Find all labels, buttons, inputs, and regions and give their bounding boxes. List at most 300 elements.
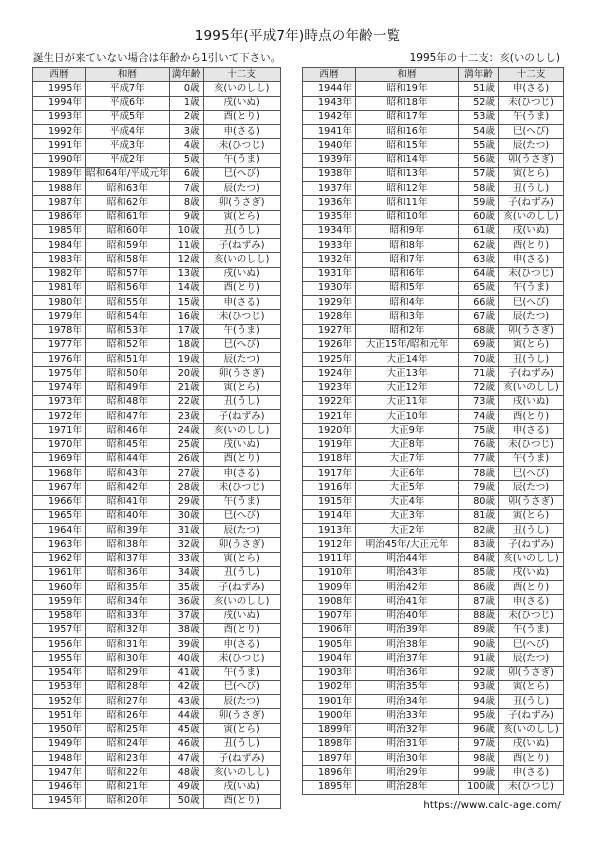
cell-wareki: 大正10年 (356, 410, 459, 424)
table-row (303, 609, 564, 623)
cell-wareki: 昭和26年 (86, 709, 170, 723)
cell-age: 13歳 (169, 267, 203, 281)
table-row (33, 495, 281, 509)
cell-age: 33歳 (169, 552, 203, 566)
cell-wareki: 昭和33年 (86, 609, 170, 623)
cell-wareki: 昭和48年 (86, 395, 170, 409)
table-row (33, 210, 281, 224)
cell-seireki: 1954年 (33, 666, 86, 680)
birthday-note: 誕生日が来ていない場合は年齢から1引いて下さい。 (33, 52, 282, 64)
cell-wareki: 昭和11年 (356, 196, 459, 210)
cell-seireki: 1910年 (303, 566, 356, 580)
cell-seireki: 1961年 (33, 566, 86, 580)
cell-wareki: 明治40年 (356, 609, 459, 623)
cell-age: 87歳 (459, 595, 499, 609)
cell-eto: 子(ねずみ) (203, 410, 280, 424)
cell-age: 7歳 (169, 182, 203, 196)
cell-age: 78歳 (459, 467, 499, 481)
cell-eto: 子(ねずみ) (499, 196, 564, 210)
cell-wareki: 大正14年 (356, 353, 459, 367)
cell-seireki: 1905年 (303, 638, 356, 652)
cell-eto: 卯(うさぎ) (203, 538, 280, 552)
cell-age: 26歳 (169, 452, 203, 466)
cell-age: 29歳 (169, 495, 203, 509)
cell-eto: 巳(へび) (499, 296, 564, 310)
cell-age: 31歳 (169, 524, 203, 538)
header-eto: 十二支 (203, 68, 280, 82)
cell-eto: 戌(いぬ) (203, 609, 280, 623)
cell-wareki: 昭和64年/平成元年 (86, 167, 170, 181)
cell-age: 41歳 (169, 666, 203, 680)
cell-seireki: 1989年 (33, 167, 86, 181)
table-row (303, 338, 564, 352)
table-row (33, 723, 281, 737)
cell-wareki: 大正5年 (356, 481, 459, 495)
cell-age: 18歳 (169, 338, 203, 352)
table-row (33, 110, 281, 124)
cell-seireki: 1951年 (33, 709, 86, 723)
table-row (303, 82, 564, 96)
cell-age: 10歳 (169, 224, 203, 238)
cell-eto: 亥(いのしし) (499, 723, 564, 737)
table-row (33, 338, 281, 352)
cell-age: 73歳 (459, 395, 499, 409)
table-row (33, 581, 281, 595)
table-row (303, 595, 564, 609)
cell-seireki: 1949年 (33, 737, 86, 751)
cell-age: 52歳 (459, 96, 499, 110)
cell-eto: 辰(たつ) (203, 524, 280, 538)
cell-seireki: 1966年 (33, 495, 86, 509)
cell-wareki: 昭和24年 (86, 737, 170, 751)
header-seireki: 西暦 (303, 68, 356, 82)
cell-eto: 亥(いのしし) (499, 381, 564, 395)
table-row (33, 381, 281, 395)
cell-eto: 丑(うし) (203, 737, 280, 751)
cell-age: 77歳 (459, 452, 499, 466)
cell-wareki: 昭和60年 (86, 224, 170, 238)
cell-seireki: 1898年 (303, 737, 356, 751)
table-row (33, 780, 281, 794)
cell-age: 76歳 (459, 438, 499, 452)
cell-eto: 辰(たつ) (203, 353, 280, 367)
cell-eto: 申(さる) (499, 424, 564, 438)
cell-seireki: 1976年 (33, 353, 86, 367)
table-row (303, 652, 564, 666)
table-row (33, 167, 281, 181)
cell-wareki: 昭和45年 (86, 438, 170, 452)
cell-seireki: 1986年 (33, 210, 86, 224)
cell-eto: 未(ひつじ) (203, 310, 280, 324)
cell-age: 83歳 (459, 538, 499, 552)
cell-eto: 丑(うし) (499, 524, 564, 538)
cell-age: 49歳 (169, 780, 203, 794)
cell-wareki: 昭和8年 (356, 239, 459, 253)
cell-age: 51歳 (459, 82, 499, 96)
cell-age: 88歳 (459, 609, 499, 623)
cell-wareki: 昭和52年 (86, 338, 170, 352)
cell-seireki: 1924年 (303, 367, 356, 381)
cell-seireki: 1959年 (33, 595, 86, 609)
cell-age: 55歳 (459, 139, 499, 153)
table-row (303, 310, 564, 324)
cell-eto: 丑(うし) (499, 353, 564, 367)
cell-eto: 酉(とり) (499, 410, 564, 424)
cell-seireki: 1953年 (33, 680, 86, 694)
cell-wareki: 昭和46年 (86, 424, 170, 438)
cell-eto: 戌(いぬ) (499, 395, 564, 409)
cell-seireki: 1955年 (33, 652, 86, 666)
table-row (303, 723, 564, 737)
cell-wareki: 昭和14年 (356, 153, 459, 167)
site-url[interactable]: https://www.calc-age.com/ (423, 800, 561, 811)
cell-seireki: 1919年 (303, 438, 356, 452)
age-table-left (32, 67, 281, 809)
header-wareki: 和暦 (356, 68, 459, 82)
cell-age: 37歳 (169, 609, 203, 623)
cell-wareki: 昭和34年 (86, 595, 170, 609)
cell-eto: 子(ねずみ) (203, 239, 280, 253)
cell-wareki: 明治39年 (356, 623, 459, 637)
table-row (33, 623, 281, 637)
cell-age: 92歳 (459, 666, 499, 680)
cell-wareki: 昭和62年 (86, 196, 170, 210)
cell-eto: 酉(とり) (499, 239, 564, 253)
cell-age: 3歳 (169, 125, 203, 139)
cell-age: 68歳 (459, 324, 499, 338)
table-row (33, 481, 281, 495)
cell-seireki: 1929年 (303, 296, 356, 310)
cell-wareki: 昭和18年 (356, 96, 459, 110)
cell-eto: 未(ひつじ) (203, 139, 280, 153)
cell-wareki: 大正3年 (356, 509, 459, 523)
table-row (33, 638, 281, 652)
cell-seireki: 1945年 (33, 794, 86, 808)
cell-age: 57歳 (459, 167, 499, 181)
cell-seireki: 1993年 (33, 110, 86, 124)
cell-seireki: 1968年 (33, 467, 86, 481)
cell-wareki: 平成5年 (86, 110, 170, 124)
cell-age: 94歳 (459, 695, 499, 709)
cell-seireki: 1957年 (33, 623, 86, 637)
table-row (303, 566, 564, 580)
cell-seireki: 1975年 (33, 367, 86, 381)
cell-wareki: 昭和55年 (86, 296, 170, 310)
cell-age: 71歳 (459, 367, 499, 381)
cell-age: 97歳 (459, 737, 499, 751)
cell-seireki: 1952年 (33, 695, 86, 709)
cell-wareki: 大正2年 (356, 524, 459, 538)
cell-age: 82歳 (459, 524, 499, 538)
cell-eto: 午(うま) (203, 324, 280, 338)
cell-eto: 戌(いぬ) (203, 96, 280, 110)
cell-age: 19歳 (169, 353, 203, 367)
cell-eto: 丑(うし) (203, 566, 280, 580)
table-row (303, 253, 564, 267)
cell-age: 66歳 (459, 296, 499, 310)
cell-age: 44歳 (169, 709, 203, 723)
cell-eto: 卯(うさぎ) (499, 495, 564, 509)
cell-eto: 未(ひつじ) (499, 96, 564, 110)
cell-eto: 申(さる) (499, 595, 564, 609)
cell-eto: 申(さる) (203, 125, 280, 139)
table-row (33, 552, 281, 566)
cell-seireki: 1940年 (303, 139, 356, 153)
cell-age: 42歳 (169, 680, 203, 694)
cell-seireki: 1987年 (33, 196, 86, 210)
cell-age: 85歳 (459, 566, 499, 580)
table-row (303, 509, 564, 523)
table-row (33, 296, 281, 310)
table-row (33, 652, 281, 666)
cell-wareki: 昭和40年 (86, 509, 170, 523)
cell-seireki: 1913年 (303, 524, 356, 538)
cell-wareki: 昭和20年 (86, 794, 170, 808)
table-row (303, 139, 564, 153)
cell-eto: 戌(いぬ) (203, 267, 280, 281)
cell-age: 46歳 (169, 737, 203, 751)
table-row (303, 680, 564, 694)
cell-age: 61歳 (459, 224, 499, 238)
table-row (33, 794, 281, 808)
cell-wareki: 昭和44年 (86, 452, 170, 466)
cell-wareki: 昭和59年 (86, 239, 170, 253)
cell-eto: 酉(とり) (203, 623, 280, 637)
cell-age: 34歳 (169, 566, 203, 580)
cell-eto: 午(うま) (203, 153, 280, 167)
cell-age: 54歳 (459, 125, 499, 139)
age-table-right-body (303, 82, 564, 795)
cell-seireki: 1901年 (303, 695, 356, 709)
cell-eto: 午(うま) (499, 623, 564, 637)
cell-age: 90歳 (459, 638, 499, 652)
cell-age: 64歳 (459, 267, 499, 281)
cell-wareki: 昭和61年 (86, 210, 170, 224)
cell-wareki: 明治41年 (356, 595, 459, 609)
table-header-row (33, 68, 281, 82)
table-row (33, 82, 281, 96)
cell-eto: 戌(いぬ) (203, 438, 280, 452)
cell-eto: 辰(たつ) (499, 481, 564, 495)
cell-eto: 寅(とら) (499, 509, 564, 523)
table-row (303, 153, 564, 167)
cell-eto: 丑(うし) (203, 395, 280, 409)
cell-age: 99歳 (459, 766, 499, 780)
cell-seireki: 1965年 (33, 509, 86, 523)
cell-age: 4歳 (169, 139, 203, 153)
cell-age: 6歳 (169, 167, 203, 181)
cell-wareki: 大正4年 (356, 495, 459, 509)
cell-seireki: 1904年 (303, 652, 356, 666)
cell-wareki: 明治32年 (356, 723, 459, 737)
table-row (303, 581, 564, 595)
cell-seireki: 1934年 (303, 224, 356, 238)
cell-eto: 辰(たつ) (203, 695, 280, 709)
cell-eto: 戌(いぬ) (499, 224, 564, 238)
cell-wareki: 昭和16年 (356, 125, 459, 139)
cell-seireki: 1981年 (33, 281, 86, 295)
cell-age: 89歳 (459, 623, 499, 637)
table-row (33, 438, 281, 452)
cell-eto: 申(さる) (203, 467, 280, 481)
cell-wareki: 昭和47年 (86, 410, 170, 424)
table-row (33, 509, 281, 523)
cell-eto: 未(ひつじ) (499, 609, 564, 623)
table-row (33, 310, 281, 324)
cell-wareki: 昭和5年 (356, 281, 459, 295)
cell-wareki: 明治28年 (356, 780, 459, 794)
cell-eto: 巳(へび) (203, 509, 280, 523)
cell-seireki: 1902年 (303, 680, 356, 694)
cell-eto: 子(ねずみ) (203, 581, 280, 595)
cell-wareki: 明治33年 (356, 709, 459, 723)
cell-wareki: 昭和57年 (86, 267, 170, 281)
cell-eto: 未(ひつじ) (203, 481, 280, 495)
cell-wareki: 平成6年 (86, 96, 170, 110)
cell-wareki: 大正12年 (356, 381, 459, 395)
cell-eto: 未(ひつじ) (203, 652, 280, 666)
cell-age: 38歳 (169, 623, 203, 637)
cell-seireki: 1990年 (33, 153, 86, 167)
cell-wareki: 明治36年 (356, 666, 459, 680)
table-row (303, 638, 564, 652)
table-row (303, 267, 564, 281)
cell-age: 80歳 (459, 495, 499, 509)
table-row (33, 196, 281, 210)
table-row (303, 367, 564, 381)
table-row (303, 524, 564, 538)
cell-seireki: 1932年 (303, 253, 356, 267)
cell-wareki: 昭和2年 (356, 324, 459, 338)
cell-eto: 辰(たつ) (499, 139, 564, 153)
table-row (33, 566, 281, 580)
header-age: 満年齢 (459, 68, 499, 82)
cell-wareki: 昭和30年 (86, 652, 170, 666)
cell-age: 65歳 (459, 281, 499, 295)
cell-eto: 丑(うし) (203, 224, 280, 238)
cell-eto: 亥(いのしし) (203, 424, 280, 438)
cell-age: 16歳 (169, 310, 203, 324)
cell-wareki: 昭和36年 (86, 566, 170, 580)
cell-wareki: 昭和10年 (356, 210, 459, 224)
cell-age: 17歳 (169, 324, 203, 338)
cell-eto: 辰(たつ) (499, 310, 564, 324)
table-row (303, 538, 564, 552)
cell-age: 47歳 (169, 752, 203, 766)
cell-eto: 午(うま) (499, 281, 564, 295)
cell-age: 36歳 (169, 595, 203, 609)
cell-age: 86歳 (459, 581, 499, 595)
cell-age: 25歳 (169, 438, 203, 452)
cell-eto: 巳(へび) (203, 680, 280, 694)
cell-age: 23歳 (169, 410, 203, 424)
cell-eto: 午(うま) (499, 110, 564, 124)
cell-age: 12歳 (169, 253, 203, 267)
table-row (303, 552, 564, 566)
cell-seireki: 1962年 (33, 552, 86, 566)
cell-eto: 戌(いぬ) (499, 566, 564, 580)
cell-eto: 未(ひつじ) (499, 438, 564, 452)
cell-seireki: 1915年 (303, 495, 356, 509)
cell-wareki: 大正6年 (356, 467, 459, 481)
cell-eto: 子(ねずみ) (499, 538, 564, 552)
cell-seireki: 1922年 (303, 395, 356, 409)
cell-age: 15歳 (169, 296, 203, 310)
cell-seireki: 1974年 (33, 381, 86, 395)
cell-wareki: 昭和42年 (86, 481, 170, 495)
table-row (33, 96, 281, 110)
table-row (33, 538, 281, 552)
cell-eto: 戌(いぬ) (499, 737, 564, 751)
cell-age: 50歳 (169, 794, 203, 808)
table-row (33, 524, 281, 538)
cell-eto: 寅(とら) (203, 552, 280, 566)
cell-wareki: 明治30年 (356, 752, 459, 766)
cell-eto: 申(さる) (499, 82, 564, 96)
cell-seireki: 1928年 (303, 310, 356, 324)
table-row (303, 709, 564, 723)
table-row (33, 709, 281, 723)
age-table-right (302, 67, 564, 795)
cell-wareki: 昭和35年 (86, 581, 170, 595)
table-row (33, 153, 281, 167)
table-row (303, 467, 564, 481)
cell-seireki: 1984年 (33, 239, 86, 253)
cell-age: 2歳 (169, 110, 203, 124)
cell-seireki: 1895年 (303, 780, 356, 794)
cell-eto: 寅(とら) (499, 167, 564, 181)
cell-age: 93歳 (459, 680, 499, 694)
table-row (303, 353, 564, 367)
cell-seireki: 1971年 (33, 424, 86, 438)
cell-wareki: 明治29年 (356, 766, 459, 780)
cell-eto: 丑(うし) (499, 182, 564, 196)
cell-wareki: 昭和12年 (356, 182, 459, 196)
cell-seireki: 1983年 (33, 253, 86, 267)
table-row (303, 438, 564, 452)
cell-wareki: 昭和63年 (86, 182, 170, 196)
table-row (303, 167, 564, 181)
cell-age: 60歳 (459, 210, 499, 224)
cell-eto: 卯(うさぎ) (203, 367, 280, 381)
cell-wareki: 昭和51年 (86, 353, 170, 367)
cell-seireki: 1921年 (303, 410, 356, 424)
cell-seireki: 1933年 (303, 239, 356, 253)
cell-seireki: 1907年 (303, 609, 356, 623)
table-row (303, 210, 564, 224)
cell-eto: 巳(へび) (499, 638, 564, 652)
table-row (303, 182, 564, 196)
cell-wareki: 昭和38年 (86, 538, 170, 552)
cell-age: 56歳 (459, 153, 499, 167)
cell-eto: 卯(うさぎ) (499, 153, 564, 167)
table-row (303, 452, 564, 466)
cell-wareki: 大正9年 (356, 424, 459, 438)
table-row (33, 267, 281, 281)
cell-seireki: 1935年 (303, 210, 356, 224)
cell-age: 24歳 (169, 424, 203, 438)
cell-wareki: 昭和9年 (356, 224, 459, 238)
cell-eto: 亥(いのしし) (203, 82, 280, 96)
cell-age: 14歳 (169, 281, 203, 295)
cell-seireki: 1992年 (33, 125, 86, 139)
cell-age: 1歳 (169, 96, 203, 110)
header-age: 満年齢 (169, 68, 203, 82)
cell-eto: 亥(いのしし) (499, 552, 564, 566)
table-row (303, 481, 564, 495)
table-row (33, 125, 281, 139)
table-row (33, 467, 281, 481)
